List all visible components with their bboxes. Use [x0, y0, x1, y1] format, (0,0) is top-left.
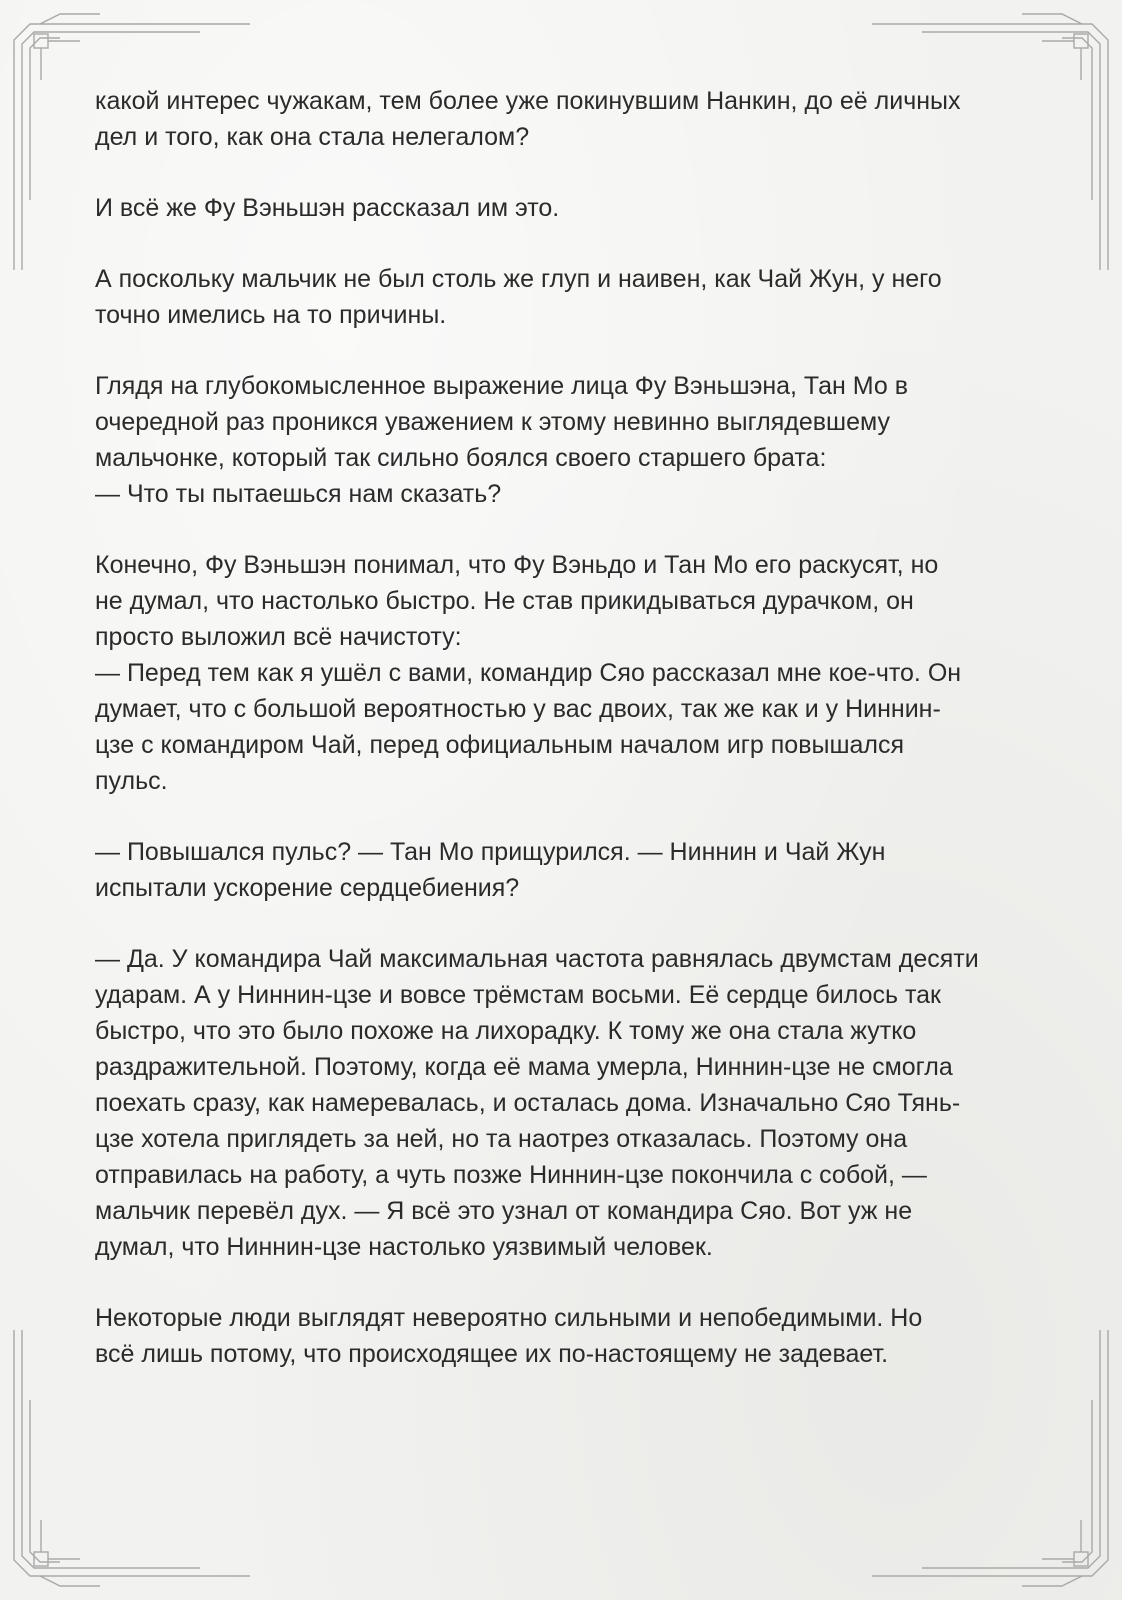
text-line: какой интерес чужакам, тем более уже покинувшим Нанкин, до её личных — [95, 87, 961, 115]
text-line: Конечно, Фу Вэньшэн понимал, что Фу Вэньдо и Тан Мо его раскусят, но — [95, 551, 939, 579]
text-line: очередной раз проникся уважением к этому невинно выглядевшему — [95, 408, 890, 436]
text-line: просто выложил всё начистоту: — [95, 623, 462, 651]
paragraph — [95, 261, 1035, 333]
text-line: цзе с командиром Чай, перед официальным началом игр повышался — [95, 731, 905, 759]
paragraph — [95, 834, 1035, 906]
text-line: точно имелись на то причины. — [95, 301, 447, 329]
paragraph — [95, 1300, 1035, 1372]
text-line: дел и того, как она стала нелегалом? — [95, 123, 530, 151]
document-text — [95, 83, 1035, 1407]
text-line: И всё же Фу Вэньшэн рассказал им это. — [95, 194, 560, 222]
text-line: думал, что Ниннин-цзе настолько уязвимый человек. — [95, 1233, 713, 1261]
paragraph — [95, 941, 1035, 1265]
text-line: не думал, что настолько быстро. Не став прикидываться дурачком, он — [95, 587, 914, 615]
text-line: поехать сразу, как намеревалась, и осталась дома. Изначально Сяо Тянь- — [95, 1089, 961, 1117]
text-line: — Перед тем как я ушёл с вами, командир Сяо рассказал мне кое-что. Он — [95, 659, 962, 687]
text-line: ударам. А у Ниннин-цзе и вовсе трёмстам восьми. Её сердце билось так — [95, 981, 941, 1009]
text-line: — Что ты пытаешься нам сказать? — [95, 480, 502, 508]
text-line: испытали ускорение сердцебиения? — [95, 874, 520, 902]
text-line: — Да. У командира Чай максимальная частота равнялась двумстам десяти — [95, 945, 979, 973]
text-line: А поскольку мальчик не был столь же глуп и наивен, как Чай Жун, у него — [95, 265, 942, 293]
paragraph — [95, 368, 1035, 512]
text-line: всё лишь потому, что происходящее их по-настоящему не задевает. — [95, 1340, 889, 1368]
text-line: цзе хотела приглядеть за ней, но та наотрез отказалась. Поэтому она — [95, 1125, 908, 1153]
text-line: пульс. — [95, 767, 168, 795]
text-line: думает, что с большой вероятностью у вас двоих, так же как и у Ниннин- — [95, 695, 941, 723]
paragraph — [95, 190, 1035, 226]
paragraph — [95, 83, 1035, 155]
text-line: быстро, что это было похоже на лихорадку. К тому же она стала жутко — [95, 1017, 917, 1045]
text-line: — Повышался пульс? — Тан Мо прищурился. — Ниннин и Чай Жун — [95, 838, 886, 866]
text-line: Глядя на глубокомысленное выражение лица Фу Вэньшэна, Тан Мо в — [95, 372, 908, 400]
text-line: отправилась на работу, а чуть позже Ниннин-цзе покончила с собой, — — [95, 1161, 927, 1189]
text-line: мальчик перевёл дух. — Я всё это узнал от командира Сяо. Вот уж не — [95, 1197, 913, 1225]
text-line: раздражительной. Поэтому, когда её мама умерла, Ниннин-цзе не смогла — [95, 1053, 953, 1081]
text-line: мальчонке, который так сильно боялся своего старшего брата: — [95, 444, 827, 472]
text-line: Некоторые люди выглядят невероятно сильными и непобедимыми. Но — [95, 1304, 923, 1332]
paragraph — [95, 547, 1035, 799]
